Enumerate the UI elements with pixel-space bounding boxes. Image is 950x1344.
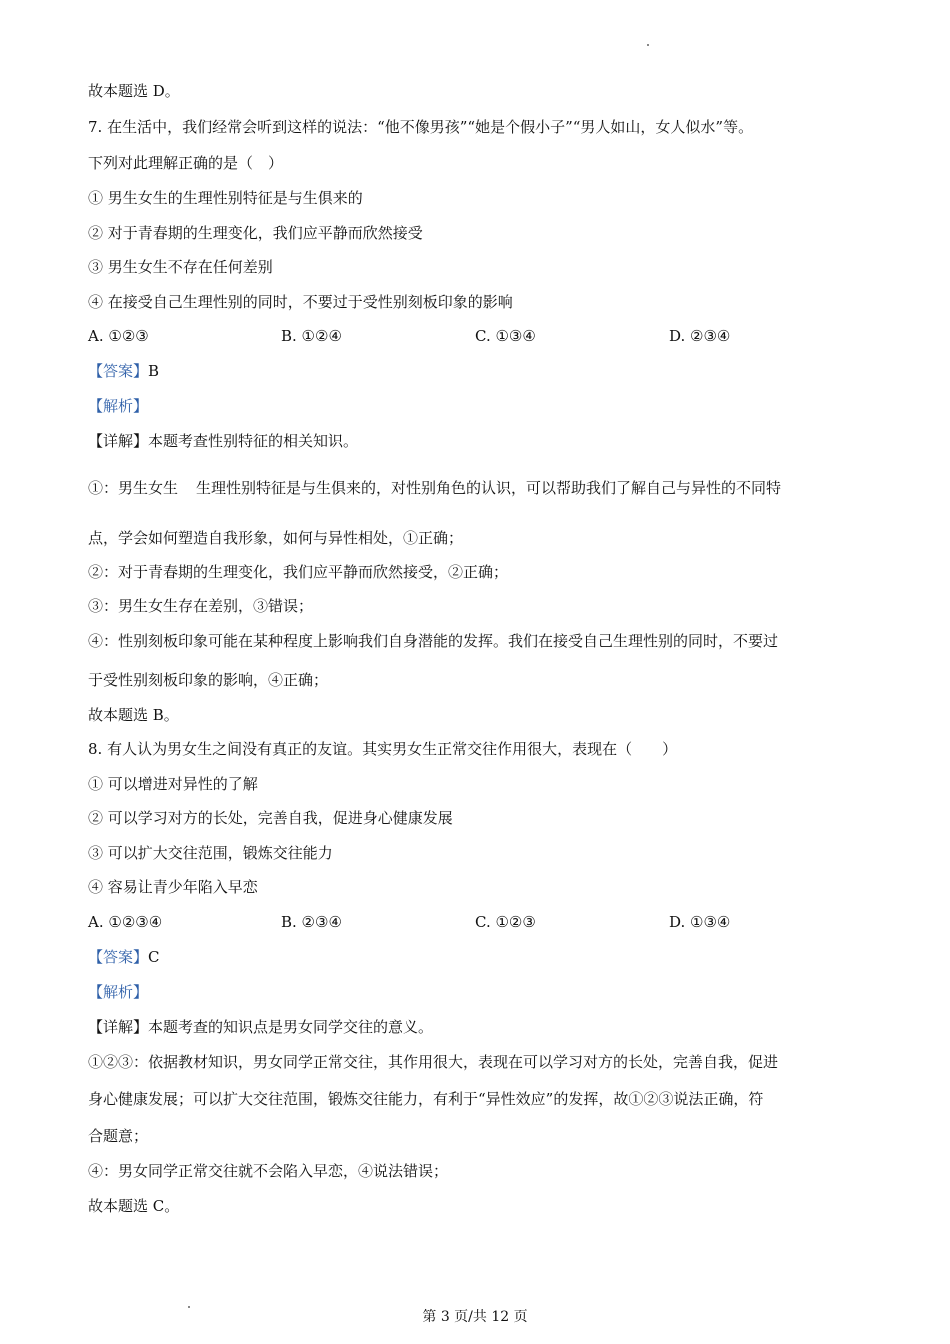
q8-detail: 【详解】本题考查的知识点是男女同学交往的意义。 xyxy=(88,1018,434,1036)
q7-statement-2: ② 对于青春期的生理变化，我们应平静而欣然接受 xyxy=(88,224,423,242)
q7-answer-row xyxy=(88,360,159,382)
q8-explanation-1-line2: 身心健康发展；可以扩大交往范围，锻炼交往能力，有利于“异性效应”的发挥，故①②③说法正确，符 xyxy=(88,1090,764,1108)
q7-detail: 【详解】本题考查性别特征的相关知识。 xyxy=(88,432,359,450)
q8-analysis-tag: 【解析】 xyxy=(88,983,149,1001)
q7-option-d: D. ②③④ xyxy=(669,327,731,345)
q7-statement-3: ③ 男生女生不存在任何差别 xyxy=(88,258,273,276)
q7-analysis-tag: 【解析】 xyxy=(88,397,149,415)
q8-stem: 8. 有人认为男女生之间没有真正的友谊。其实男女生正常交往作用很大，表现在（ ） xyxy=(88,740,678,758)
q8-answer: C xyxy=(148,948,160,966)
q7-conclusion: 故本题选 B。 xyxy=(88,706,179,724)
q8-explanation-1-line3: 合题意； xyxy=(88,1127,149,1145)
q8-option-d: D. ①③④ xyxy=(669,913,731,931)
q7-statement-1: ① 男生女生的生理性别特征是与生俱来的 xyxy=(88,189,363,207)
q8-explanation-2: ④：男女同学正常交往就不会陷入早恋，④说法错误； xyxy=(88,1162,449,1180)
scan-mark-top xyxy=(647,44,649,46)
q7-answer: B xyxy=(148,362,160,380)
q7-explanation-4-line1: ④：性别刻板印象可能在某种程度上影响我们自身潜能的发挥。我们在接受自己生理性别的同时，不要过 xyxy=(88,632,779,650)
q7-stem-line1: 7. 在生活中，我们经常会听到这样的说法：“他不像男孩”“她是个假小子”“男人如山，女人似水”等。 xyxy=(88,118,754,136)
q7-option-a: A. ①②③ xyxy=(88,327,149,345)
q6-conclusion: 故本题选 D。 xyxy=(88,82,180,100)
q7-stem-line2: 下列对此理解正确的是（ ） xyxy=(88,154,284,172)
q7-option-b: B. ①②④ xyxy=(281,327,342,345)
q8-answer-tag: 【答案】 xyxy=(88,948,149,966)
q7-explanation-3: ③：男生女生存在差别，③错误； xyxy=(88,597,314,615)
q7-explanation-1-line1 xyxy=(88,477,781,499)
q7-explanation-4-line2: 于受性别刻板印象的影响，④正确； xyxy=(88,671,329,689)
q7-exp1-part-b: 生理性别特征是与生俱来的，对性别角色的认识，可以帮助我们了解自己与异性的不同特 xyxy=(196,479,782,497)
q8-explanation-1-line1: ①②③：依据教材知识，男女同学正常交往，其作用很大，表现在可以学习对方的长处，完善自我，促进 xyxy=(88,1053,779,1071)
q8-statement-1: ① 可以增进对异性的了解 xyxy=(88,775,258,793)
q7-answer-tag: 【答案】 xyxy=(88,362,149,380)
q8-conclusion: 故本题选 C。 xyxy=(88,1197,180,1215)
q8-answer-row xyxy=(88,946,160,968)
q8-option-b: B. ②③④ xyxy=(281,913,342,931)
page-number-footer: 第 3 页/共 12 页 xyxy=(422,1309,528,1325)
q8-statement-2: ② 可以学习对方的长处，完善自我，促进身心健康发展 xyxy=(88,809,453,827)
q7-explanation-2: ②：对于青春期的生理变化，我们应平静而欣然接受，②正确； xyxy=(88,563,509,581)
q8-statement-4: ④ 容易让青少年陷入早恋 xyxy=(88,878,258,896)
q8-option-c: C. ①②③ xyxy=(475,913,536,931)
q8-option-a: A. ①②③④ xyxy=(88,913,163,931)
q7-option-c: C. ①③④ xyxy=(475,327,536,345)
q7-explanation-1-line2: 点，学会如何塑造自我形象，如何与异性相处，①正确； xyxy=(88,529,464,547)
q8-statement-3: ③ 可以扩大交往范围，锻炼交往能力 xyxy=(88,844,333,862)
q7-exp1-part-a: ①：男生女生 xyxy=(88,479,179,497)
q7-statement-4: ④ 在接受自己生理性别的同时，不要过于受性别刻板印象的影响 xyxy=(88,293,513,311)
